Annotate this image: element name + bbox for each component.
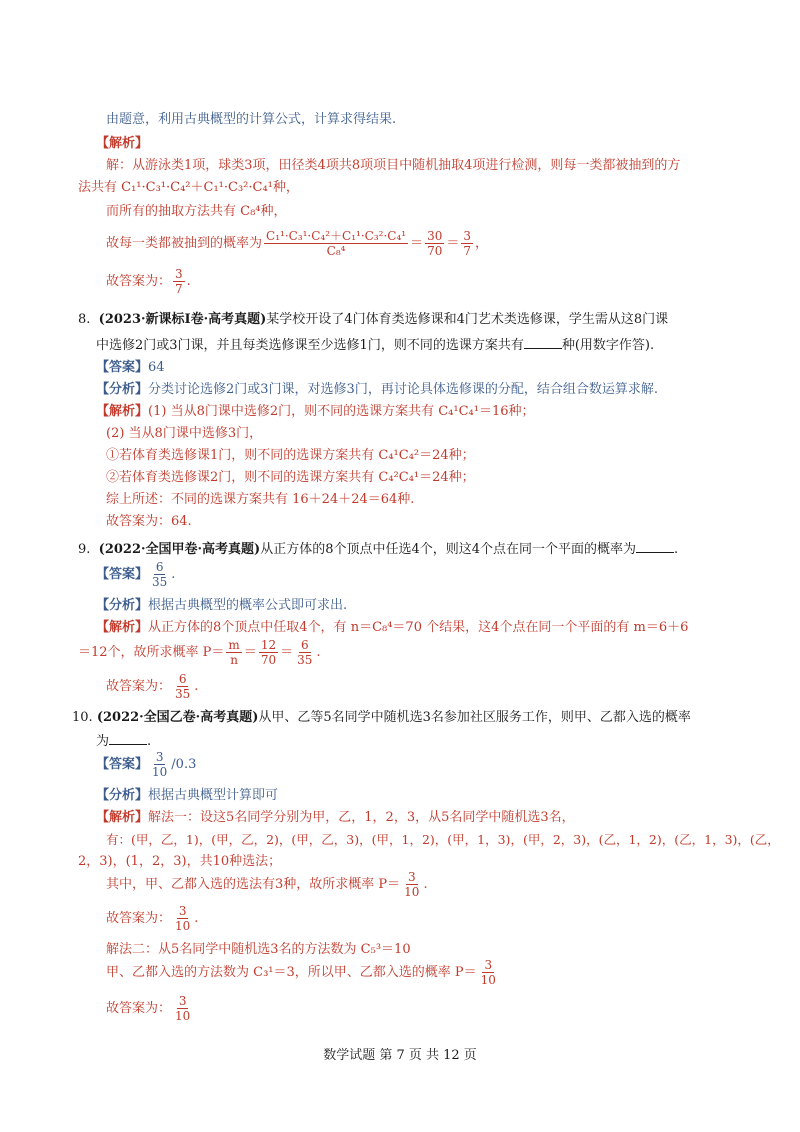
answer-line: 故答案为： $\frac{3}{7}$ . — [106, 267, 191, 296]
fraction: $\frac{3}{10}$ — [175, 904, 191, 933]
fraction: $\frac{30}{70}$ — [427, 229, 443, 258]
solution-line: (2) 当从8门课中选修3门， — [106, 426, 263, 441]
question-9: 9. (2022·全国甲卷·高考真题)从正方体的8个顶点中任选4个，则这4个点在同一个平面的概率为 . — [78, 538, 678, 560]
analysis-row: 【分析】根据古典概型的概率公式即可求出. — [96, 598, 348, 613]
solution-probability-line: 故每一类都被抽到的概率为 $\frac{\text{C₁¹·C₃¹·C₄²＋C₁¹·C₃²·C₄¹}}{\text{C₈⁴}}$ ＝ $\frac{30}{70}$ ＝ $\frac{3}{7}$ ， — [106, 229, 489, 258]
solution-line: 其中，甲、乙都入选的选法有3种，故所求概率 P＝ $\frac{3}{10}$ . — [106, 870, 428, 899]
analysis-row: 【分析】根据古典概型计算即可 — [96, 788, 279, 803]
answer-blank — [636, 538, 674, 553]
fraction: $\frac{12}{70}$ — [260, 638, 277, 667]
fraction: $\frac{6}{35}$ — [297, 638, 313, 667]
solution-row: 【解析】解法一：设这5名同学分别为甲，乙，1，2，3，从5名同学中随机选3名， — [96, 810, 575, 825]
analysis-text: 由题意，利用古典概型的计算公式，计算求得结果. — [106, 112, 397, 127]
solution-line: 而所有的抽取方法共有 C₈⁴种， — [106, 204, 287, 219]
answer-row: 【答案】64 — [96, 360, 165, 375]
fraction: $\frac{6}{35}$ — [152, 560, 168, 589]
question-10-line2: 为 . — [96, 730, 151, 752]
question-8: 8. (2023·新课标Ⅰ卷·高考真题)某学校开设了4门体育类选修课和4门艺术类选修课，学生需从这8门课 — [78, 312, 669, 327]
fraction: $\frac{3}{10}$ — [175, 994, 191, 1023]
question-8-line2: 中选修2门或3门课，并且每类选修课至少选修1门，则不同的选课方案共有 种(用数字作答). — [96, 334, 654, 356]
fraction: $\frac{3}{7}$ — [463, 229, 472, 258]
solution-line: 故答案为：64. — [106, 514, 192, 529]
solution-row: 【解析】(1) 当从8门课中选修2门，则不同的选课方案共有 C₄¹C₄¹＝16种； — [96, 404, 535, 419]
answer-row: 【答案】 $\frac{3}{10}$ /0.3 — [96, 750, 197, 779]
solution-line: 法共有 C₁¹·C₃¹·C₄²＋C₁¹·C₃²·C₄¹种， — [78, 180, 299, 195]
fraction: $\frac{3}{10}$ — [480, 958, 496, 987]
answer-line: 故答案为： $\frac{3}{10}$ . — [106, 904, 199, 933]
solution-line: 解法二：从5名同学中随机选3名的方法数为 C₅³＝10 — [106, 942, 411, 957]
analysis-row: 【分析】分类讨论选修2门或3门课，对选修3门，再讨论具体选修课的分配，结合组合数运算求解. — [96, 382, 658, 397]
fraction: $\frac{3}{10}$ — [152, 750, 168, 779]
solution-line: 甲、乙都入选的方法数为 C₃¹＝3，所以甲、乙都入选的概率 P＝ $\frac{3}{10}$ — [106, 958, 496, 987]
solution-line: 综上所述：不同的选课方案共有 16＋24＋24＝64种. — [106, 492, 415, 507]
fraction: $\frac{m}{n}$ — [228, 638, 240, 667]
solution-line: 解：从游泳类1项，球类3项，田径类4项共8项项目中随机抽取4项进行检测，则每一类都被抽到的方 — [106, 158, 681, 173]
solution-line: ①若体育类选修课1门，则不同的选课方案共有 C₄¹C₄²＝24种； — [106, 448, 475, 463]
answer-blank — [109, 730, 147, 745]
solution-line: ②若体育类选修课2门，则不同的选课方案共有 C₄²C₄¹＝24种； — [106, 470, 475, 485]
answer-blank — [524, 334, 562, 349]
answer-line: 故答案为： $\frac{3}{10}$ — [106, 994, 191, 1023]
page-footer: 数学试题 第 7 页 共 12 页 — [323, 1048, 477, 1063]
fraction: $\frac{3}{7}$ — [175, 267, 183, 296]
answer-line: 故答案为： $\frac{6}{35}$ . — [106, 672, 199, 701]
solution-line: 2，3)，(1，2，3)，共10种选法； — [78, 854, 282, 869]
solution-tag: 【解析】 — [96, 136, 149, 151]
solution-line: 有：(甲，乙，1)，(甲，乙，2)，(甲，乙，3)，(甲，1，2)，(甲，1，3)，(甲，2，3)，(乙，1，2)，(乙，1，3)，(乙， — [106, 832, 780, 847]
fraction: $\frac{6}{35}$ — [175, 672, 191, 701]
answer-row: 【答案】 $\frac{6}{35}$ . — [96, 560, 176, 589]
fraction: $\frac{\text{C₁¹·C₃¹·C₄²＋C₁¹·C₃²·C₄¹}}{\text{C₈⁴}}$ — [266, 229, 407, 258]
question-10: 10. (2022·全国乙卷·高考真题)从甲、乙等5名同学中随机选3名参加社区服务工作，则甲、乙都入选的概率 — [72, 710, 691, 725]
solution-row: 【解析】从正方体的8个顶点中任取4个，有 n＝C₈⁴＝70 个结果，这4个点在同一个平面的有 m＝6＋6 — [96, 620, 689, 635]
fraction: $\frac{3}{10}$ — [404, 870, 420, 899]
solution-line: ＝12个，故所求概率 P＝ $\frac{m}{n}$ ＝ $\frac{12}{70}$ ＝ $\frac{6}{35}$ . — [78, 638, 321, 667]
